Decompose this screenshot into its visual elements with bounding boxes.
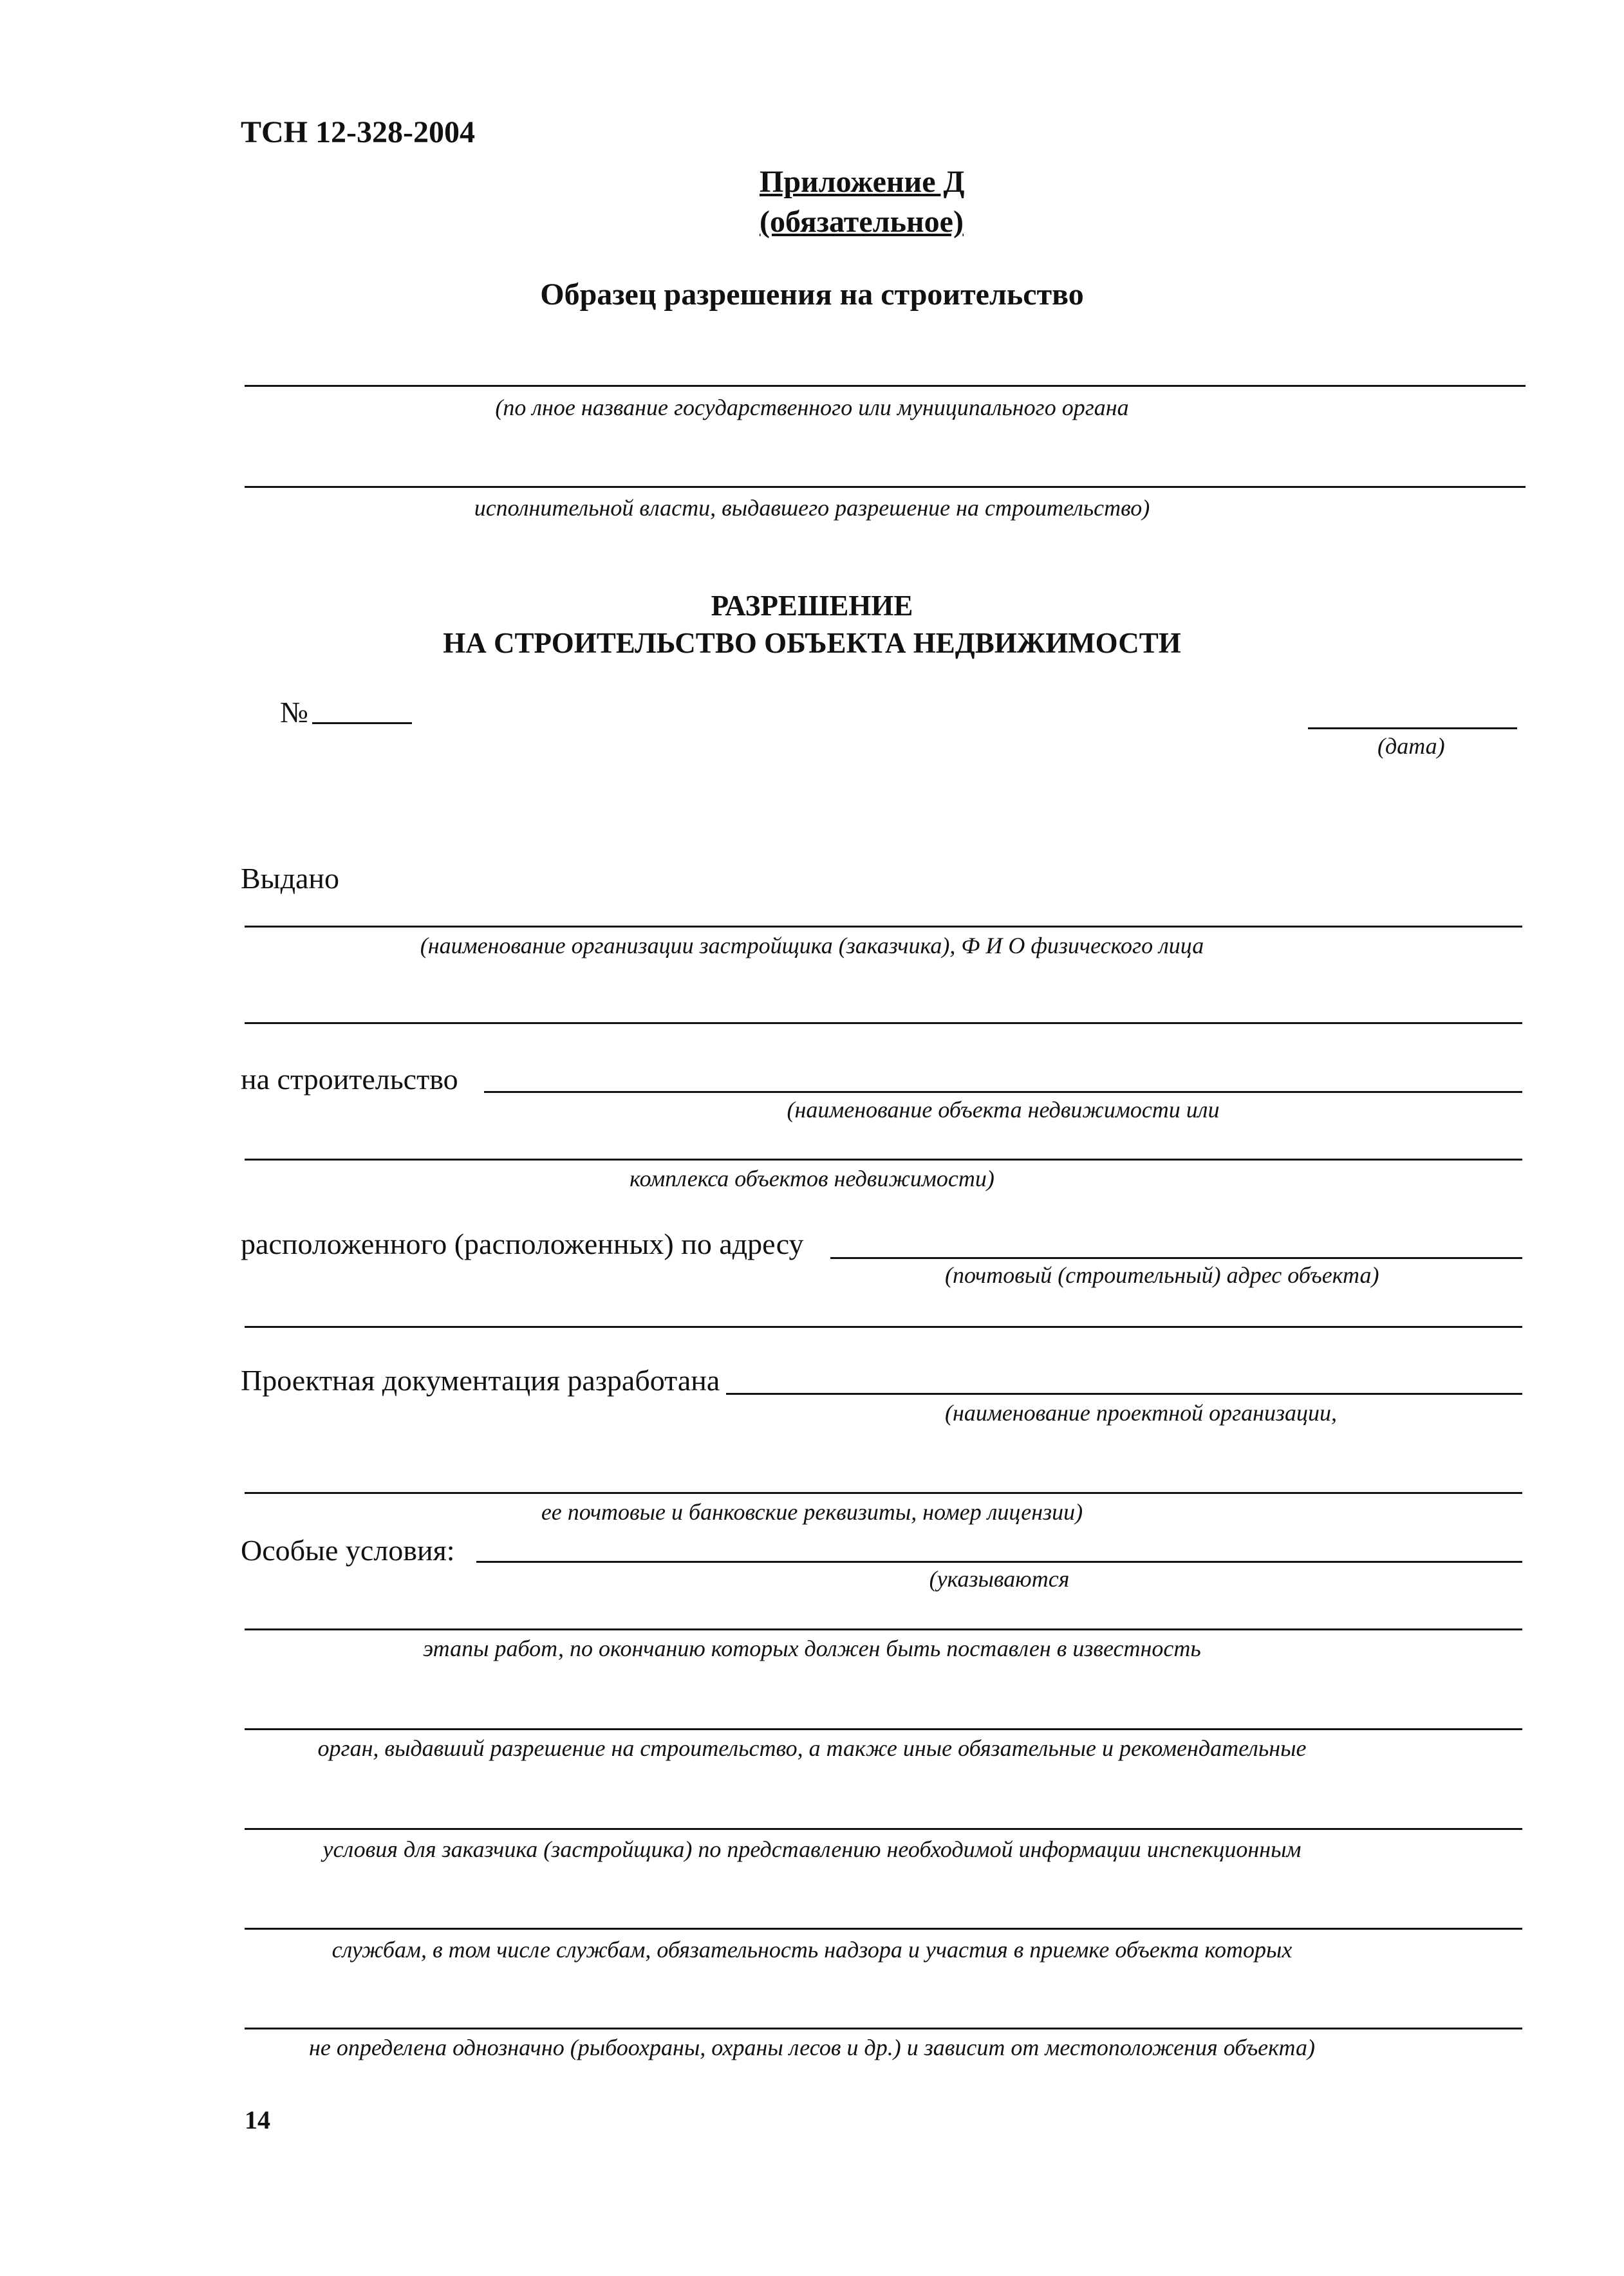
special-field-6[interactable]: [245, 2028, 1522, 2029]
design-caption-1: (наименование проектной организации,: [945, 1400, 1338, 1426]
appendix-type: (обязательное): [760, 205, 964, 239]
special-caption-3: орган, выдавший разрешение на строительство, а также иные обязательные и рекомендательные: [317, 1735, 1307, 1761]
issued-label: Выдано: [241, 862, 340, 895]
sample-title: Образец разрешения на строительство: [540, 277, 1084, 312]
special-caption-5: службам, в том числе службам, обязательность надзора и участия в приемке объекта которых: [331, 1937, 1293, 1963]
design-caption-2: ее почтовые и банковские реквизиты, номер лицензии): [541, 1499, 1083, 1525]
permit-title-line-2: НА СТРОИТЕЛЬСТВО ОБЪЕКТА НЕДВИЖИМОСТИ: [443, 627, 1181, 659]
design-label: Проектная документация разработана: [241, 1364, 720, 1397]
special-caption-2: этапы работ, по окончанию которых должен быть поставлен в известность: [423, 1636, 1201, 1661]
date-caption: (дата): [1377, 733, 1445, 759]
special-field-1[interactable]: [476, 1561, 1522, 1563]
construction-field-1[interactable]: [484, 1091, 1522, 1093]
address-field-1[interactable]: [830, 1257, 1522, 1259]
date-field[interactable]: [1308, 727, 1517, 729]
special-field-3[interactable]: [245, 1728, 1522, 1730]
address-field-2[interactable]: [245, 1326, 1522, 1328]
special-field-2[interactable]: [245, 1628, 1522, 1630]
special-field-5[interactable]: [245, 1928, 1522, 1930]
permit-number-field[interactable]: [312, 722, 412, 724]
special-caption-1: (указываются: [929, 1566, 1070, 1592]
permit-number-label: №: [280, 696, 308, 729]
special-caption-6: не определена однозначно (рыбоохраны, охраны лесов и др.) и зависит от местоположения объекта): [309, 2035, 1315, 2060]
construction-label: на строительство: [241, 1063, 458, 1096]
special-caption-4: условия для заказчика (застройщика) по представлению необходимой информации инспекционным: [322, 1836, 1302, 1862]
construction-caption-1: (наименование объекта недвижимости или: [787, 1097, 1220, 1123]
address-label: расположенного (расположенных) по адресу: [241, 1227, 804, 1260]
design-field-1[interactable]: [726, 1393, 1522, 1395]
construction-caption-2: комплекса объектов недвижимости): [630, 1166, 994, 1191]
issued-field-1[interactable]: [245, 926, 1522, 928]
issued-caption: (наименование организации застройщика (заказчика), Ф И О физического лица: [420, 933, 1204, 958]
authority-line-2: [245, 486, 1526, 488]
permit-title-line-1: РАЗРЕШЕНИЕ: [711, 590, 913, 622]
authority-caption-1: (по лное название государственного или муниципального органа: [495, 395, 1129, 420]
construction-field-2[interactable]: [245, 1159, 1522, 1161]
special-conditions-label: Особые условия:: [241, 1534, 455, 1567]
page-number: 14: [245, 2105, 270, 2134]
authority-line-1: [245, 385, 1526, 387]
authority-caption-2: исполнительной власти, выдавшего разрешение на строительство): [474, 495, 1150, 521]
document-code: ТСН 12-328-2004: [241, 115, 475, 149]
special-field-4[interactable]: [245, 1828, 1522, 1830]
issued-field-2[interactable]: [245, 1022, 1522, 1024]
appendix-label: Приложение Д: [760, 165, 965, 199]
address-caption: (почтовый (строительный) адрес объекта): [945, 1262, 1379, 1288]
design-field-2[interactable]: [245, 1492, 1522, 1494]
